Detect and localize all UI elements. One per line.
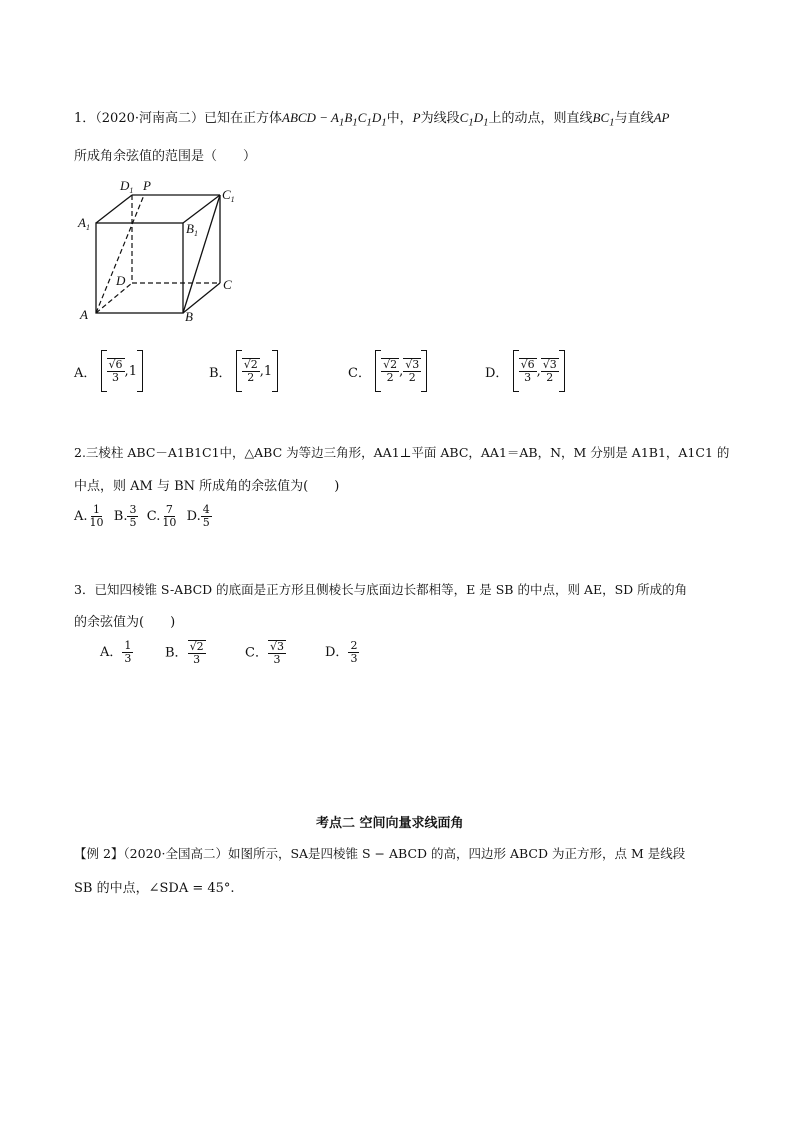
q3-line2: 的余弦值为( ) <box>74 615 176 630</box>
q2-line2: 中点，则 AM 与 BN 所成角的余弦值为( ) <box>74 479 340 494</box>
q2-line1: 2.三棱柱 ABC－A1B1C1中，△ABC 为等边三角形，AA1⊥平面 ABC，AA1＝AB，N，M 分别是 A1B1，A1C1 的 <box>74 445 730 460</box>
q3-option-c[interactable]: C． $\frac{√3}{3}$ <box>245 640 284 666</box>
example-line2: SB 的中点，∠SDA = 45°. <box>74 881 235 896</box>
q1-p: P <box>412 110 421 125</box>
label-a1: $A_1$ <box>78 215 90 232</box>
q1-option-c[interactable]: C． $\frac{√2}{2}$ , $\frac{√3}{2}$ <box>348 350 427 392</box>
q3-line1: 3．已知四棱锥 S-ABCD 的底面是正方形且侧棱长与底面边长都相等，E 是 SB 的中点，则 AE，SD 所成的角 <box>74 582 688 597</box>
q1-line1 <box>74 107 669 129</box>
q2-option-a[interactable]: A. $\frac{1}{10}$ <box>74 503 104 529</box>
q3-option-a[interactable]: A． $\frac{1}{3}$ <box>100 639 132 665</box>
label-a: A <box>80 307 88 322</box>
q1-text-a: 1．（2020·河南高二）已知在正方体 <box>74 111 282 126</box>
q1-text-d: 上的动点，则直线 <box>488 111 593 126</box>
q2-option-b[interactable]: B. $\frac{3}{5}$ <box>113 503 137 529</box>
q2-option-d[interactable]: D. $\frac{4}{5}$ <box>186 503 210 529</box>
q1-text-b: 中， <box>386 111 413 126</box>
q3-option-b[interactable]: B． $\frac{√2}{3}$ <box>165 640 204 666</box>
q1-text-e: 与直线 <box>614 111 654 126</box>
label-p: P <box>143 178 151 193</box>
q1-bc1: $BC_1$ <box>592 110 615 129</box>
q1-option-a[interactable]: A． $\frac{√6}{3}$ , 1 <box>74 350 143 392</box>
q2-option-c[interactable]: C. $\frac{7}{10}$ <box>146 503 177 529</box>
q1-line2: 所成角余弦值的范围是（ ） <box>74 149 257 164</box>
cube-figure <box>74 175 254 330</box>
q1-ap: AP <box>653 110 670 125</box>
label-b1: $B_1$ <box>186 221 198 238</box>
label-c: C <box>223 277 232 292</box>
q2-options <box>74 504 212 529</box>
q1-segment: $C_1D_1$ <box>459 110 489 129</box>
q1-text-c: 为线段 <box>420 111 460 126</box>
label-c1: $C_1$ <box>222 187 235 204</box>
q1-cube-name: ABCD − $A_1B_1C_1D_1$ <box>282 110 387 129</box>
q3-option-d[interactable]: D． $\frac{2}{3}$ <box>325 639 358 665</box>
q1-option-b[interactable]: B． $\frac{√2}{2}$ , 1 <box>209 350 278 392</box>
label-d1: $D_1$ <box>120 178 134 195</box>
label-b: B <box>185 309 193 324</box>
example-line1: 【例 2】（2020·全国高二）如图所示，SA是四棱锥 S − ABCD 的高，四边形 ABCD 为正方形，点 M 是线段 <box>74 846 686 861</box>
label-d: D <box>116 273 126 288</box>
q1-option-d[interactable]: D． $\frac{√6}{3}$ , $\frac{√3}{2}$ <box>485 350 565 392</box>
section-title: 考点二 空间向量求线面角 <box>316 816 464 831</box>
